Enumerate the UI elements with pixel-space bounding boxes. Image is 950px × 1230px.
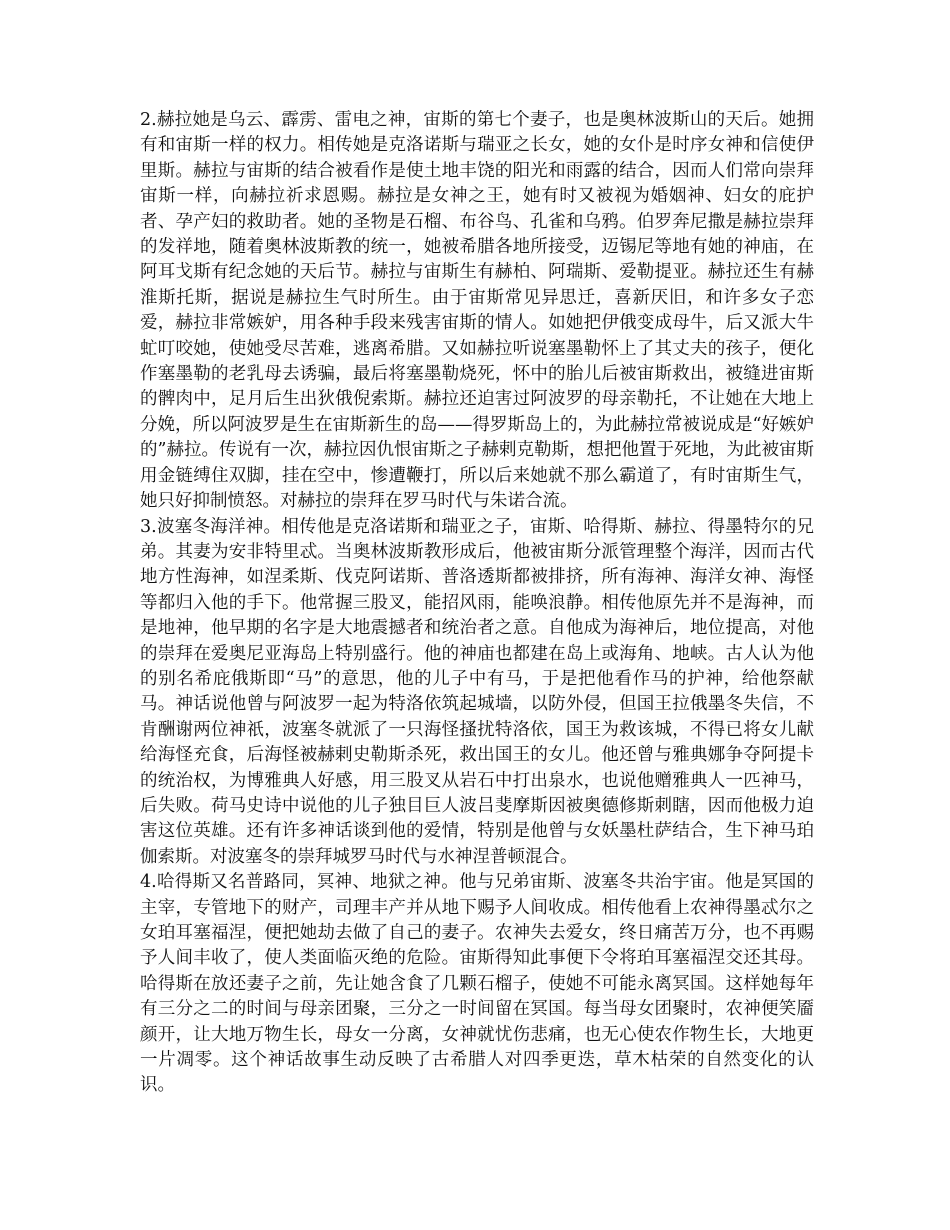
paragraph-hera: 2.赫拉她是乌云、霹雳、雷电之神，宙斯的第七个妻子，也是奥林波斯山的天后。她拥有和宙斯一样的权力。相传她是克洛诺斯与瑞亚之长女，她的女仆是时序女神和信使伊里斯。赫拉与宙斯的结合被看作是使土地丰饶的阳光和雨露的结合，因而人们常向崇拜宙斯一样，向赫拉祈求恩赐。赫拉是女神之王，她有时又被视为婚姻神、妇女的庇护者、孕产妇的救助者。她的圣物是石榴、布谷鸟、孔雀和乌鸦。伯罗奔尼撒是赫拉崇拜的发祥地，随着奥林波斯教的统一，她被希腊各地所接受，迈锡尼等地有她的神庙，在阿耳戈斯有纪念她的天后节。赫拉与宙斯生有赫柏、阿瑞斯、爱勒提亚。赫拉还生有赫淮斯托斯，据说是赫拉生气时所生。由于宙斯常见异思迁，喜新厌旧，和许多女子恋爱，赫拉非常嫉妒，用各种手段来残害宙斯的情人。如她把伊俄变成母牛，后又派大牛虻叮咬她，使她受尽苦难，逃离希腊。又如赫拉听说塞墨勒怀上了其丈夫的孩子，便化作塞墨勒的老乳母去诱骗，最后将塞墨勒烧死，怀中的胎儿后被宙斯救出，被缝进宙斯的髀肉中，足月后生出狄俄倪索斯。赫拉还迫害过阿波罗的母亲勒托，不让她在大地上分娩，所以阿波罗是生在宙斯新生的岛——得罗斯岛上的，为此赫拉常被说成是“好嫉妒的”赫拉。传说有一次，赫拉因仇恨宙斯之子赫剌克勒斯，想把他置于死地，为此被宙斯用金链缚住双脚，挂在空中，惨遭鞭打，所以后来她就不那么霸道了，有时宙斯生气，她只好抑制愤怒。对赫拉的崇拜在罗马时代与朱诺合流。 [140,110,814,512]
document-page [140,108,814,1099]
paragraph-poseidon: 3.波塞冬海洋神。相传他是克洛诺斯和瑞亚之子，宙斯、哈得斯、赫拉、得墨特尔的兄弟。其妻为安非特里忒。当奥林波斯教形成后，他被宙斯分派管理整个海洋，因而古代地方性海神，如涅柔斯、伐克阿诺斯、普洛透斯都被排挤，所有海神、海洋女神、海怪等都归入他的手下。他常握三股叉，能招风雨，能唤浪静。相传他原先并不是海神，而是地神，他早期的名字是大地震撼者和统治者之意。自他成为海神后，地位提高，对他的崇拜在爱奥尼亚海岛上特别盛行。他的神庙也都建在岛上或海角、地峡。古人认为他的别名希庇俄斯即“马”的意思，他的儿子中有马，于是把他看作马的护神，给他祭献马。神话说他曾与阿波罗一起为特洛依筑起城墙，以防外侵，但国王拉俄墨冬失信，不肯酬谢两位神祇，波塞冬就派了一只海怪搔扰特洛依，国王为救该城，不得已将女儿献给海怪充食，后海怪被赫剌史勒斯杀死，救出国王的女儿。他还曾与雅典娜争夺阿提卡的统治权，为博雅典人好感，用三股叉从岩石中打出泉水，也说他赠雅典人一匹神马，后失败。荷马史诗中说他的儿子独目巨人波吕斐摩斯因被奥德修斯刺瞎，因而他极力迫害这位英雄。还有许多神话谈到他的爱情，特别是他曾与女妖墨杜萨结合，生下神马珀伽索斯。对波塞冬的崇拜城罗马时代与水神涅普顿混合。 [140,516,814,867]
paragraph-hades: 4.哈得斯又名普路同，冥神、地狱之神。他与兄弟宙斯、波塞冬共治宇宙。他是冥国的主宰，专管地下的财产，司理丰产并从地下赐予人间收成。相传他看上农神得墨忒尔之女珀耳塞福涅，便把她劫去做了自己的妻子。农神失去爱女，终日痛苦万分，也不再赐予人间丰收了，使人类面临灭绝的危险。宙斯得知此事便下令将珀耳塞福涅交还其母。哈得斯在放还妻子之前，先让她含食了几颗石榴子，使她不可能永离冥国。这样她每年有三分之二的时间与母亲团聚，三分之一时间留在冥国。每当母女团聚时，农神便笑靥颜开，让大地万物生长，母女一分离，女神就忧伤悲痛，也无心使农作物生长，大地更一片凋零。这个神话故事生动反映了古希腊人对四季更迭，草木枯荣的自然变化的认识。 [140,872,814,1096]
